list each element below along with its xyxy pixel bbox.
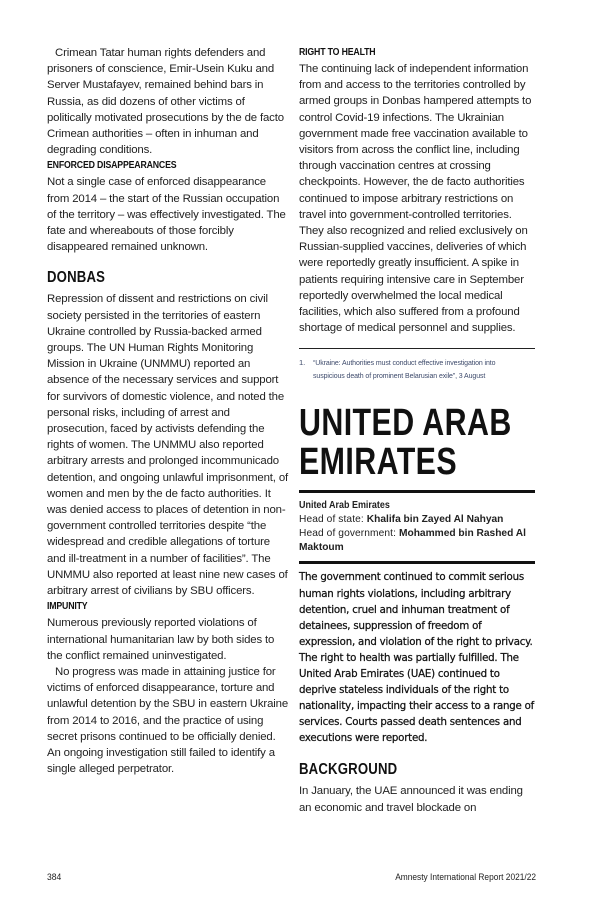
footnote-number: 1. (299, 358, 306, 368)
background-paragraph: In January, the UAE announced it was ending an economic and travel blockade on (299, 785, 523, 814)
head-of-state-value: Khalifa bin Zayed Al Nahyan (366, 514, 504, 526)
crimea-intro-paragraph: Crimean Tatar human rights defenders and prisoners of conscience, Emir-Usein Kuku and Server Mustafayev, remained behind bars in Russia, as did dozens of other victims of politically motivated prosecutions by the de facto Crimean authorities – often in inhuman and degrading conditions. (47, 47, 284, 157)
country-title-rule (299, 490, 535, 493)
donbas-heading: DONBAS (47, 269, 106, 287)
country-title-line-1: UNITED ARAB (299, 402, 512, 445)
country-summary: The government continued to commit serious human rights violations, including arbitrary detention, cruel and inhuman treatment of detainees, suppression of freedom of expression, and violation of the right to privacy. The right to health was partially fulfilled. The United Arab Emirates (UAE) continued to deprive stateless individuals of the right to nationality, impacting their access to a range of services. Courts passed death sentences and executions were reported. (299, 572, 535, 745)
footnote (299, 357, 535, 382)
enforced-disappearances-heading: ENFORCED DISAPPEARANCES (47, 160, 177, 172)
donbas-paragraph: Repression of dissent and restrictions on civil society persisted in the territories of eastern Ukraine controlled by Russia-backed armed groups. The UN Human Rights Monitoring Mission in Ukraine (UNMMU) reported an absence of the necessary services and support for survivors of domestic violence, and noted the personal risks, including of arrest and prosecution, faced by activists defending the rights of women. The UNMMU also reported arbitrary arrests and prolonged incommunicado detention, and ongoing unlawful imprisonment, of women and men by the de facto authorities. It was denied access to places of detention in non-government controlled territories despite “the widespread and credible allegations of torture and ill-treatment in a number of facilities”. The UNMMU also reported at least nine new cases of arbitrary arrest of civilians by SBU officers. (47, 293, 289, 598)
country-facts (299, 499, 535, 555)
publication-title: Amnesty International Report 2021/22 (395, 872, 536, 883)
page-number: 384 (47, 872, 62, 883)
impunity-paragraph: Numerous previously reported violations of international humanitarian law by both sides to the conflict remained uninvestigated. (47, 617, 275, 662)
head-of-state-label: Head of state: (299, 514, 367, 526)
footnote-text: “Ukraine: Authorities must conduct effective investigation into suspicious death of prominent Belarusian exile”, 3 August (313, 358, 496, 380)
footnote-divider (299, 348, 535, 349)
head-of-government-label: Head of government: (299, 528, 399, 540)
country-name: United Arab Emirates (299, 500, 390, 512)
background-heading: BACKGROUND (299, 761, 398, 779)
right-to-health-paragraph: The continuing lack of independent information from and access to the territories controlled by armed groups in Donbas hampered attempts to control Covid-19 infections. The Ukrainian government made free vaccination available to visitors from across the conflict line, including through vaccination centres at crossing checkpoints. However, the de facto authorities continued to impose arbitrary restrictions on travel into government-controlled territories. They also recognized and relied exclusively on Russian-supplied vaccines, deliveries of which were reportedly greatly insufficient. A spike in patients requiring intensive care in September reportedly overwhelmed the local medical facilities, which also suffered from a profound shortage of medical personnel and supplies. (299, 63, 532, 335)
impunity-heading: IMPUNITY (47, 601, 88, 613)
country-title-line-2: EMIRATES (299, 441, 458, 484)
country-title (299, 402, 512, 484)
right-column (299, 45, 535, 816)
head-of-government-value: Mohammed bin Rashed Al Maktoum (299, 528, 526, 554)
enforced-disappearances-paragraph: Not a single case of enforced disappearance from 2014 – the start of the Russian occupation of the territory – was effectively investigated. The fate and whereabouts of those forcibly disappeared remained unknown. (47, 176, 286, 254)
country-facts-rule (299, 561, 535, 564)
right-to-health-heading: RIGHT TO HEALTH (299, 47, 376, 58)
impunity-paragraph-2: No progress was made in attaining justice for victims of enforced disappearance, torture and unlawful detention by the SBU in eastern Ukraine from 2014 to 2016, and the practice of using secret prisons continued to be officially denied. An ongoing investigation still failed to identify a single alleged perpetrator. (47, 665, 289, 776)
left-column (47, 45, 289, 777)
